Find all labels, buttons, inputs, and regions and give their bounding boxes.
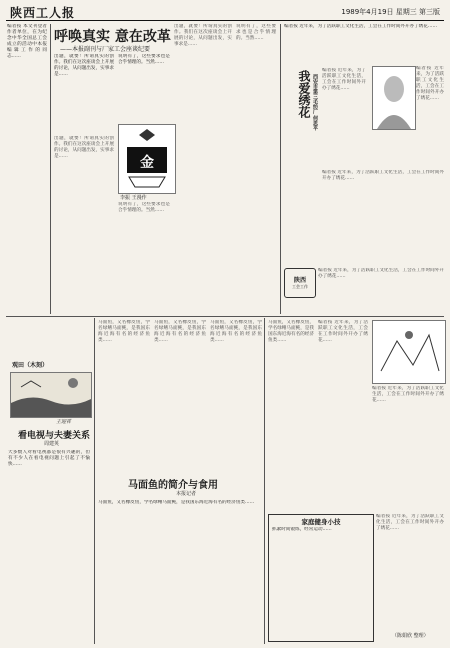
divider [94,318,95,644]
divider [280,24,281,314]
right-col-a [322,68,366,168]
mid-col-c-text: 马面鱼，又名橡皮鱼，学名绿鳍马面鲀，是我国东海近海有名的经济鱼类…… [210,320,262,344]
cartoon-badge: 金 [140,155,154,171]
right-col-b [416,66,444,166]
lead-title: 呼唤真实 意在改革 [54,29,171,45]
sketch-image [372,320,446,384]
lead-column-3b [118,202,170,314]
cartoon-caption: 李振 王漫作 [120,195,147,201]
cartoon-drawing [119,125,175,193]
home-tips-title: 家庭健身小技 [301,518,341,526]
tv-article-title: 看电视与夫妻关系 [18,431,91,441]
right-col-a-text: 编者按 近年来，为了活跃职工文化生活，工会在工作时间外开办了绣花…… [322,68,366,92]
right-col-d [318,268,444,314]
home-tips-box [268,514,374,642]
woodcut-drawing [11,373,91,417]
lead-column-2 [54,54,114,134]
mid-col-a-text: 马面鱼，又名橡皮鱼，学名绿鳍马面鲀，是我国东海近海有名的经济鱼类…… [98,320,150,344]
mid-col-e [318,320,368,510]
right-bottom-text: 编者按 近年来，为了活跃职工文化生活，工会在工作时间外开办了绣花…… [376,514,444,532]
divider [50,24,51,314]
fish-article-body [98,500,258,640]
mid-col-f [372,386,444,510]
home-tips-text: 抓紧时间锻炼，经常运动…… [272,527,332,532]
lead-col2b-text: 出题，就要！所谓真实的创作。我们在这次座谈会上开展的讨论，从问题出发，实事求是…… [54,136,114,160]
lead-col1-text: 编者按 本文刊登者作者单位，在为纪念中华全国总工会成立的活动中本报编辑工作的同志…… [7,24,47,60]
portrait-drawing [373,67,415,129]
right-intro-text: 编者按 近年来，为了活跃职工文化生活，工会在工作时间外开办了绣花…… [284,24,438,29]
divider [264,318,265,644]
lead-column-3 [118,54,170,124]
bottom-note: （陈娟欣 整理） [392,633,429,639]
right-intro [284,24,444,64]
section-stamp [284,268,316,298]
tv-article-author: 周建英 [44,441,60,447]
sketch-drawing [373,321,445,383]
lead-col3b-text: 说明有了，这些要求也是合乎情理的。当然…… [118,202,170,214]
cartoon-illustration [118,124,176,194]
lead-col3-text: 说明有了，这些要求也是合乎情理的。当然…… [118,54,170,66]
fish-article-author: 本报记者 [176,491,197,497]
right-col-b-text: 编者按 近年来，为了活跃职工文化生活，工会在工作时间外开办了绣花…… [416,66,444,102]
mid-col-d [268,320,314,510]
tv-article-body [8,450,90,630]
mid-col-f-text: 编者按 近年来，为了活跃职工文化生活，工会在工作时间外开办了绣花…… [372,386,444,404]
portrait-photo [372,66,416,130]
fish-article-text: 马面鱼，又名橡皮鱼，学名绿鳍马面鲀，是我国东海近海有名的经济鱼类…… [98,500,255,505]
home-tips-body [272,527,370,637]
lead-subtitle: ——本报副刊与厂家工会座谈纪要 [60,46,151,53]
masthead-issue: 1989年4月19日 星期三 第三版 [341,8,440,16]
woodcut-image [10,372,92,418]
right-col-d-text: 编者按 近年来，为了活跃职工文化生活，工会在工作时间外开办了绣花…… [318,268,444,280]
right-title: 我爱绣花 [297,70,311,118]
woodcut-artist: 王迎祥 [56,419,72,425]
masthead [6,4,444,21]
mid-col-b-text: 马面鱼，又名橡皮鱼，学名绿鳍马面鲀，是我国东海近海有名的经济鱼类…… [154,320,206,344]
masthead-title: 陕西工人报 [10,6,76,20]
lead-column-2b [54,136,114,314]
mid-col-e-text: 编者按 近年来，为了活跃职工文化生活，工会在工作时间外开办了绣花…… [318,320,368,344]
lead-col4-text: 出题，就要！所谓真实的创作。我们在这次座谈会上开展的讨论，从问题出发，实事求是…… [174,24,232,48]
right-col-c [322,170,444,266]
tv-article-text: 大多数人对看电视都是很有兴趣的，但有不少人在看电视问题上引起了不愉快…… [8,450,90,468]
mid-col-d-text: 马面鱼，又名橡皮鱼，学名绿鳍马面鲀，是我国东海近海有名的经济鱼类…… [268,320,314,344]
right-author: 西安市第三毛纺厂 何思平 [312,74,318,131]
woodcut-label: 观田（木刻） [12,362,49,369]
lead-column-4 [174,24,232,314]
lead-col2-text: 出题，就要！所谓真实的创作。我们在这次座谈会上开展的讨论，从问题出发，实事求是…… [54,54,114,78]
stamp-text: 陕西 [293,277,306,284]
divider [6,316,444,317]
lead-col5-text: 说明有了，这些要求也是合乎情理的。当然…… [236,24,276,42]
right-col-c-text: 编者按 近年来，为了活跃职工文化生活，工会在工作时间外开办了绣花…… [322,170,444,182]
lead-column-1 [7,24,47,314]
right-bottom-col [376,514,444,630]
stamp-text-2: 工会工作 [292,284,308,289]
lead-column-5 [236,24,276,314]
fish-article-title: 马面鱼的简介与食用 [128,480,218,491]
